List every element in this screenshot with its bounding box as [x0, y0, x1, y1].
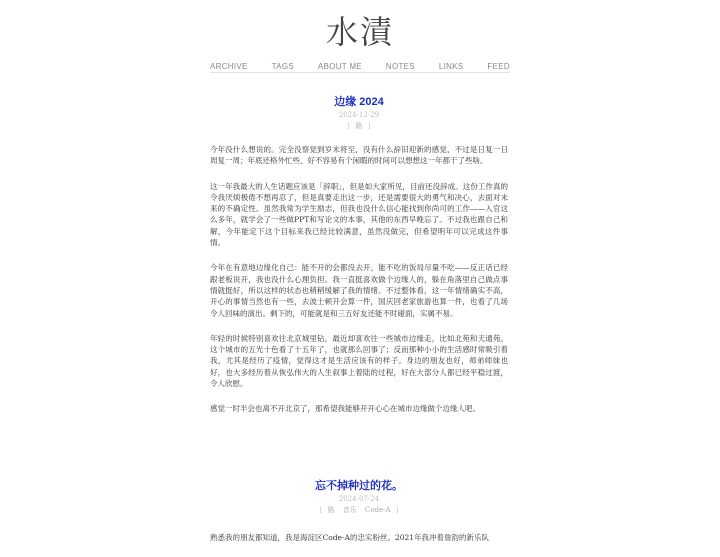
post-date: 2024-12-29 [338, 111, 380, 119]
post-2 [210, 479, 508, 557]
post-body [210, 144, 508, 415]
post-paragraph: 感觉一时半会也离不开北京了，那希望我能够开开心心在城市边缘做个边缘人吧。 [210, 404, 480, 414]
tags-bracket-open: [ [347, 122, 351, 130]
site-title[interactable]: 水漬 [325, 13, 394, 51]
tag-link[interactable]: 音乐 [342, 506, 357, 514]
post-paragraph: 年轻的时候特别喜欢往北京城里钻，最近却喜欢往一些城市边缘走，比如北苑和天通苑。这个城市的五光十色看了十五年了，也就那么回事了；反而那种小小的生活感时常吸引着我，尤其是经历了疫情，觉得这才是生活应该有的样子。身边的朋友也好，师弟师妹也好，也大多经历着从恢弘伟大的人生叙事上着陆的过程，好在大部分人都已经平稳过渡，令人欣慰。 [210, 333, 508, 389]
post-paragraph: 这一年我最大的人生话题应该是「辞职」，但是如大家所见，目前还没辞成。这份工作真的令我厌烦极倦不想再忍了，但是真要走出这一步，还是需要很大的勇气和决心，去面对未来的不确定性。虽然我常为学生励志，但我也没什么信心能找到你尚可的工作——入官这么多年，就学会了一些做PPT和写论文的本事，其他的东西早晚忘了。不过我也跟自己和解，今年能定下这个目标来我已经比较满意，虽然没做完，但希望明年可以完成这件事情。 [210, 181, 508, 248]
nav-divider [210, 72, 510, 73]
post-paragraph: 今年在有意地边缘化自己：能不开的会都没去开，能不吃的饭局尽量不吃——反正话已经跟老板说开，我也没什么心理负担。我一直挺喜欢做个边缘人的，躲在角落里自己做点事情就挺好，所以这样的状态也稍稍缓解了我的情绪。不过整体看，这一年情绪确实不高，开心的事情当然也有一些，去波士顿开会算一件，国庆回老家旅游也算一件，也看了几场令人回味的演出。剩下的，可能就是和三五好友还能不时碰面，实属不易。 [210, 263, 508, 318]
nav-archive[interactable]: ARCHIVE [210, 62, 248, 71]
nav-links[interactable]: LINKS [438, 62, 464, 71]
nav-feed[interactable]: FEED [487, 62, 510, 71]
post-tags [210, 505, 508, 515]
nav-notes[interactable]: NOTES [385, 62, 415, 71]
tags-bracket-close: ] [367, 122, 371, 130]
tag-link[interactable]: 路 [327, 506, 335, 514]
post-date: 2024-07-24 [338, 495, 380, 503]
post-paragraph: 今年没什么想说的。完全没察觉到岁末将至，没有什么辞旧迎新的感觉，不过是日复一日周复一周；年底还格外忙些，好不容易有个闲暇的时间可以想想这一年都干了些啥。 [210, 145, 508, 166]
post-title[interactable]: 边缘 2024 [334, 96, 384, 108]
nav-about-me[interactable]: ABOUT ME [317, 62, 362, 71]
post-1 [210, 95, 508, 429]
post-title[interactable]: 忘不掉种过的花。 [315, 480, 403, 492]
tags-bracket-open: [ [319, 506, 323, 514]
post-tags [210, 121, 508, 131]
tag-link[interactable]: Code-A [364, 506, 391, 514]
tags-bracket-close: ] [395, 506, 399, 514]
post-paragraph: 熟悉我的朋友都知道，我是海淀区Code-A的忠实粉丝。2021年我冲着詹韵的新乐队 [210, 533, 490, 542]
nav-tags[interactable]: TAGS [271, 62, 294, 71]
post-body [210, 532, 508, 543]
tag-link[interactable]: 路 [355, 122, 363, 130]
